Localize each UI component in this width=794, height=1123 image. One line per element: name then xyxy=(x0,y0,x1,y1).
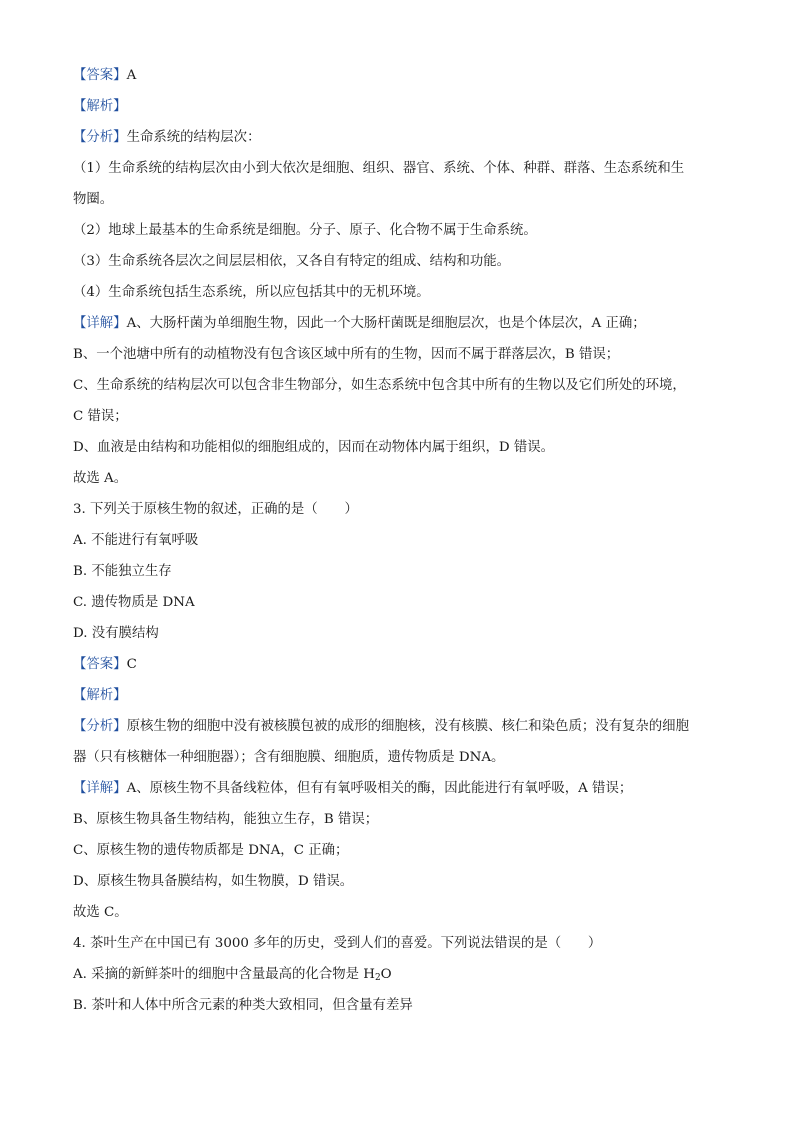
q3-option-d: D. 没有膜结构 xyxy=(73,626,159,641)
document-page xyxy=(73,60,733,1021)
q3-xiangjie-line-c: C、原核生物的遗传物质都是 DNA，C 正确； xyxy=(73,843,349,858)
answer-value: A xyxy=(126,68,137,83)
q3-option-b: B. 不能独立生存 xyxy=(73,564,172,579)
q3-option-a: A. 不能进行有氧呼吸 xyxy=(73,533,199,548)
analysis-label: 【解析】 xyxy=(73,99,127,114)
q4-option-a-text: A. 采摘的新鲜茶叶的细胞中含量最高的化合物是 H xyxy=(73,967,375,982)
q3-analysis-heading xyxy=(73,680,733,711)
q2-conclusion: 故选 A。 xyxy=(73,471,128,486)
xiangjie-label: 【详解】 xyxy=(73,316,127,331)
q2-xiangjie-line-c: C、生命系统的结构层次可以包含非生物部分，如生态系统中包含其中所有的生物以及它们所处的环境， xyxy=(73,378,686,393)
q3-question: 3. 下列关于原核生物的叙述，正确的是（ ） xyxy=(73,502,358,517)
q4-option-b: B. 茶叶和人体中所含元素的种类大致相同，但含量有差异 xyxy=(73,998,413,1013)
fenxi-label: 【分析】 xyxy=(73,130,127,145)
q2-point-1-cont: 物圈。 xyxy=(73,192,114,207)
q2-xiangjie-line-b: B、一个池塘中所有的动植物没有包含该区域中所有的生物，因而不属于群落层次，B 错误； xyxy=(73,347,620,362)
answer-label: 【答案】 xyxy=(73,657,127,672)
q3-fenxi-cont: 器（只有核糖体一种细胞器）；含有细胞膜、细胞质，遗传物质是 DNA。 xyxy=(73,750,505,765)
q4-option-a xyxy=(73,959,733,990)
xiangjie-text: A、原核生物不具备线粒体，但有有氧呼吸相关的酶，因此能进行有氧呼吸，A 错误； xyxy=(126,781,633,796)
q2-answer-line xyxy=(73,60,733,91)
answer-value: C xyxy=(126,657,137,672)
xiangjie-text: A、大肠杆菌为单细胞生物，因此一个大肠杆菌既是细胞层次，也是个体层次，A 正确； xyxy=(126,316,646,331)
q4-option-a-subscript: 2 xyxy=(374,973,381,983)
q3-option-c: C. 遗传物质是 DNA xyxy=(73,595,195,610)
q2-xiangjie-line-c-cont: C 错误； xyxy=(73,409,128,424)
q2-point-4: （4）生命系统包括生态系统，所以应包括其中的无机环境。 xyxy=(73,285,430,300)
q3-conclusion: 故选 C。 xyxy=(73,905,128,920)
q3-xiangjie-line-d: D、原核生物具备膜结构，如生物膜，D 错误。 xyxy=(73,874,354,889)
fenxi-text: 原核生物的细胞中没有被核膜包被的成形的细胞核，没有核膜、核仁和染色质；没有复杂的细胞 xyxy=(126,719,689,734)
xiangjie-label: 【详解】 xyxy=(73,781,127,796)
q3-xiangjie-line-a xyxy=(73,773,733,804)
q3-fenxi-line xyxy=(73,711,733,742)
q2-point-3: （3）生命系统各层次之间层层相依，又各自有特定的组成、结构和功能。 xyxy=(73,254,511,269)
q2-fenxi-line xyxy=(73,122,733,153)
q4-option-a-suffix: O xyxy=(380,967,392,982)
fenxi-text: 生命系统的结构层次： xyxy=(126,130,261,145)
q3-xiangjie-line-b: B、原核生物具备生物结构，能独立生存，B 错误； xyxy=(73,812,379,827)
q2-xiangjie-line-a xyxy=(73,308,733,339)
q2-xiangjie-line-d: D、血液是由结构和功能相似的细胞组成的，因而在动物体内属于组织，D 错误。 xyxy=(73,440,555,455)
q4-question: 4. 茶叶生产在中国已有 3000 多年的历史，受到人们的喜爱。下列说法错误的是（ ） xyxy=(73,936,602,951)
q2-analysis-heading xyxy=(73,91,733,122)
q2-point-2: （2）地球上最基本的生命系统是细胞。分子、原子、化合物不属于生命系统。 xyxy=(73,223,537,238)
q3-answer-line xyxy=(73,649,733,680)
analysis-label: 【解析】 xyxy=(73,688,127,703)
fenxi-label: 【分析】 xyxy=(73,719,127,734)
q2-point-1: （1）生命系统的结构层次由小到大依次是细胞、组织、器官、系统、个体、种群、群落、生态系统和生 xyxy=(73,161,685,176)
answer-label: 【答案】 xyxy=(73,68,127,83)
